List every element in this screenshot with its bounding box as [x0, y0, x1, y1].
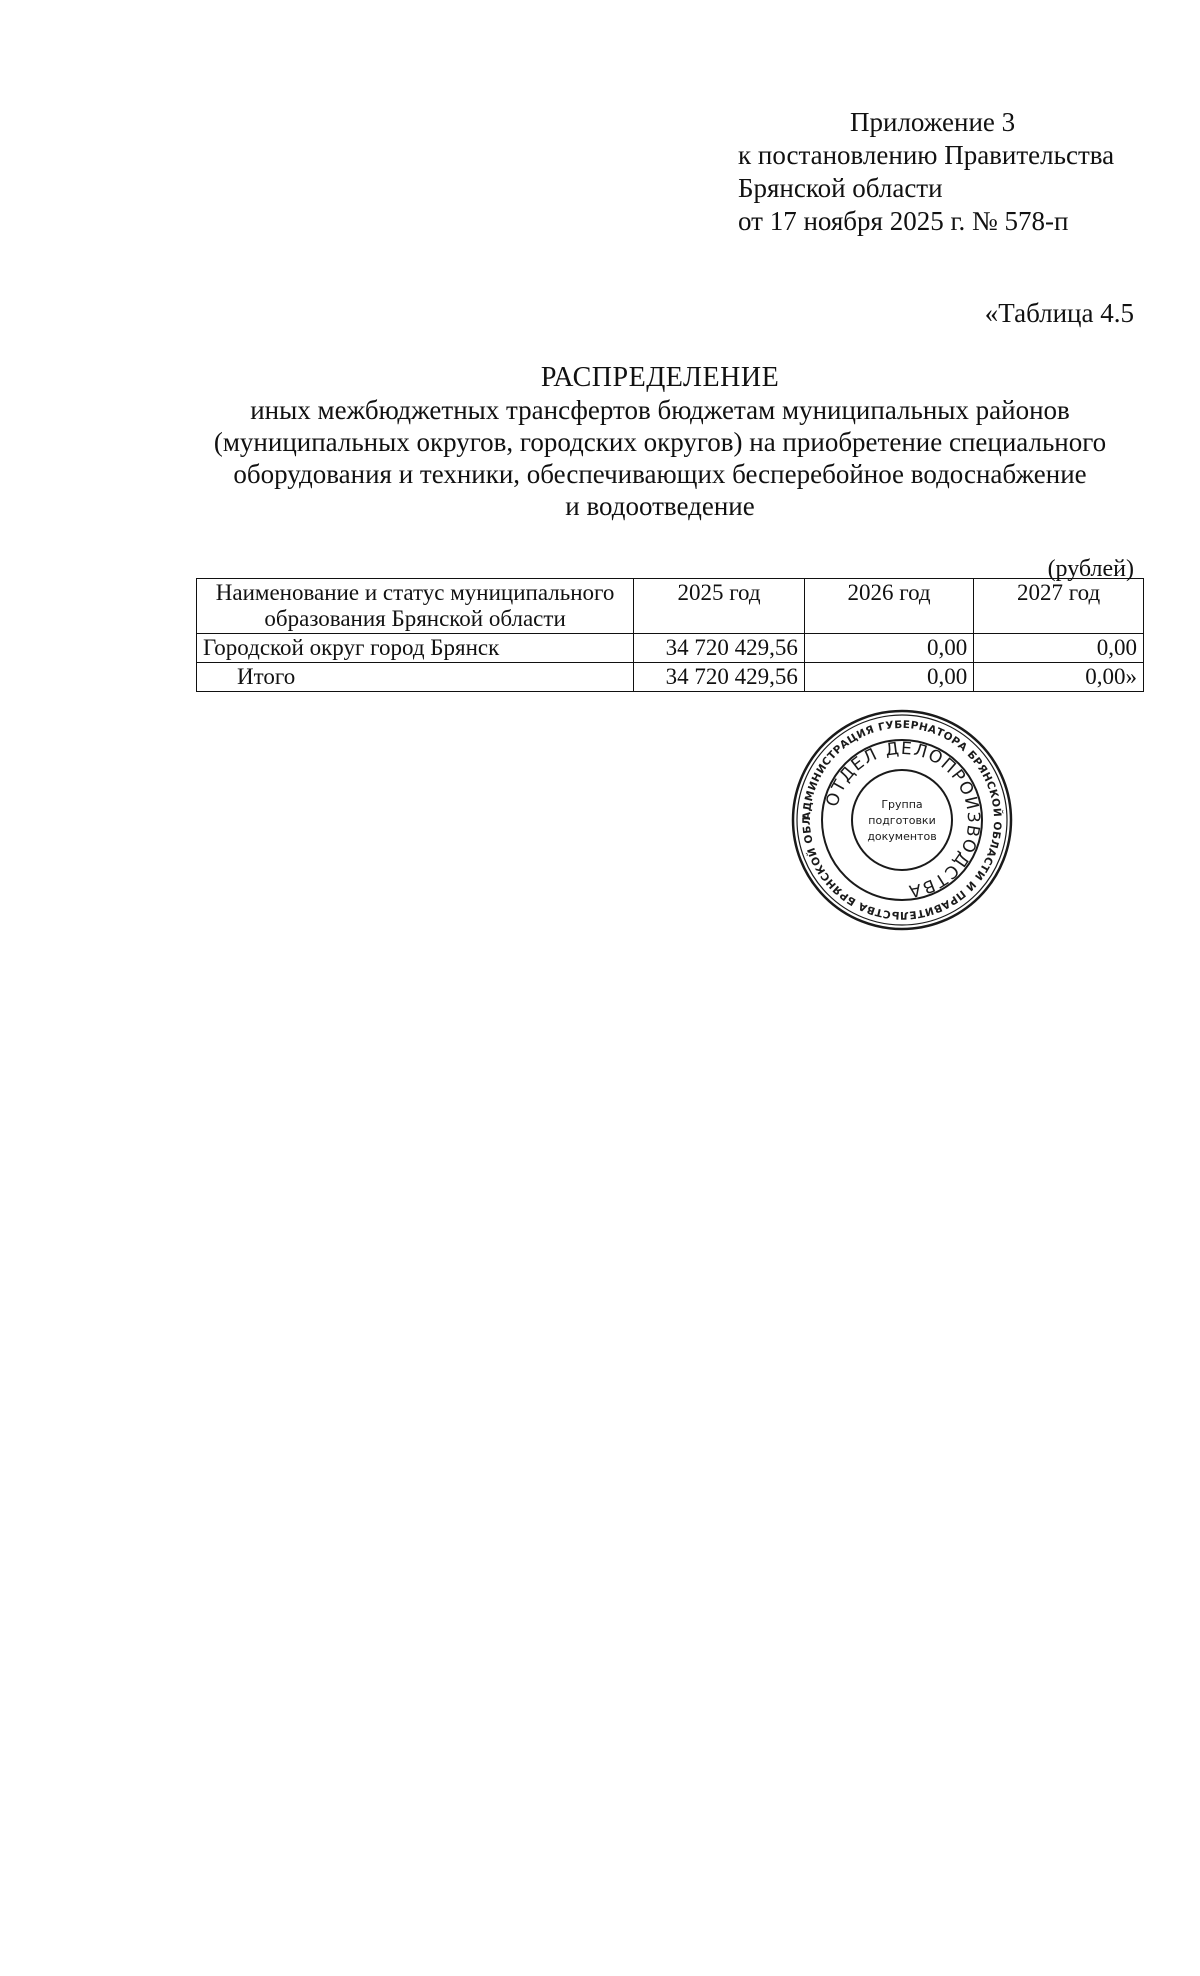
- cell-total-2025: 34 720 429,56: [634, 663, 805, 692]
- cell-total-2027: 0,00»: [974, 663, 1144, 692]
- header-municipality: Наименование и статус муниципального образования Брянской области: [197, 579, 634, 634]
- official-stamp: [790, 708, 1014, 932]
- header-2027: 2027 год: [974, 579, 1144, 634]
- header-2026: 2026 год: [804, 579, 973, 634]
- cell-total-label: Итого: [197, 663, 634, 692]
- cell-municipality: Городской округ город Брянск: [197, 634, 634, 663]
- appendix-block: [738, 106, 1114, 238]
- cell-2025: 34 720 429,56: [634, 634, 805, 663]
- heading-desc-line: (муниципальных округов, городских округов) на приобретение специального: [213, 427, 1107, 457]
- distribution-table: [196, 578, 1144, 692]
- stamp-center-line1: Группа: [881, 798, 923, 811]
- appendix-date-number: от 17 ноября 2025 г. № 578-п: [738, 206, 1069, 236]
- stamp-seal-icon: [790, 708, 1014, 932]
- table-reference: «Таблица 4.5: [984, 298, 1134, 328]
- stamp-middle-text: ОТДЕЛ ДЕЛОПРОИЗВОДСТВА: [822, 738, 984, 901]
- heading-desc-line: иных межбюджетных трансфертов бюджетам муниципальных районов: [250, 395, 1070, 425]
- units-label: (рублей): [1047, 556, 1134, 582]
- stamp-center-line2: подготовки: [868, 814, 936, 827]
- cell-2027: 0,00: [974, 634, 1144, 663]
- header-2025: 2025 год: [634, 579, 805, 634]
- heading-title: РАСПРЕДЕЛЕНИЕ: [540, 362, 780, 393]
- document-heading: [180, 362, 1140, 522]
- stamp-outer-text: АДМИНИСТРАЦИЯ ГУБЕРНАТОРА БРЯНСКОЙ ОБЛАСТИ И ПРАВИТЕЛЬСТВА БРЯНСКОЙ ОБЛ: [800, 718, 1004, 922]
- cell-2026: 0,00: [804, 634, 973, 663]
- table-total-row: [197, 663, 1144, 692]
- heading-desc-line: оборудования и техники, обеспечивающих бесперебойное водоснабжение: [233, 459, 1087, 489]
- table-header-row: [197, 579, 1144, 634]
- appendix-number: Приложение 3: [850, 107, 1016, 137]
- appendix-resolution-ref: к постановлению Правительства: [738, 140, 1115, 170]
- heading-desc-line: и водоотведение: [565, 491, 755, 521]
- stamp-center-line3: документов: [867, 830, 937, 843]
- table-row: [197, 634, 1144, 663]
- appendix-region: Брянской области: [738, 173, 943, 203]
- cell-total-2026: 0,00: [804, 663, 973, 692]
